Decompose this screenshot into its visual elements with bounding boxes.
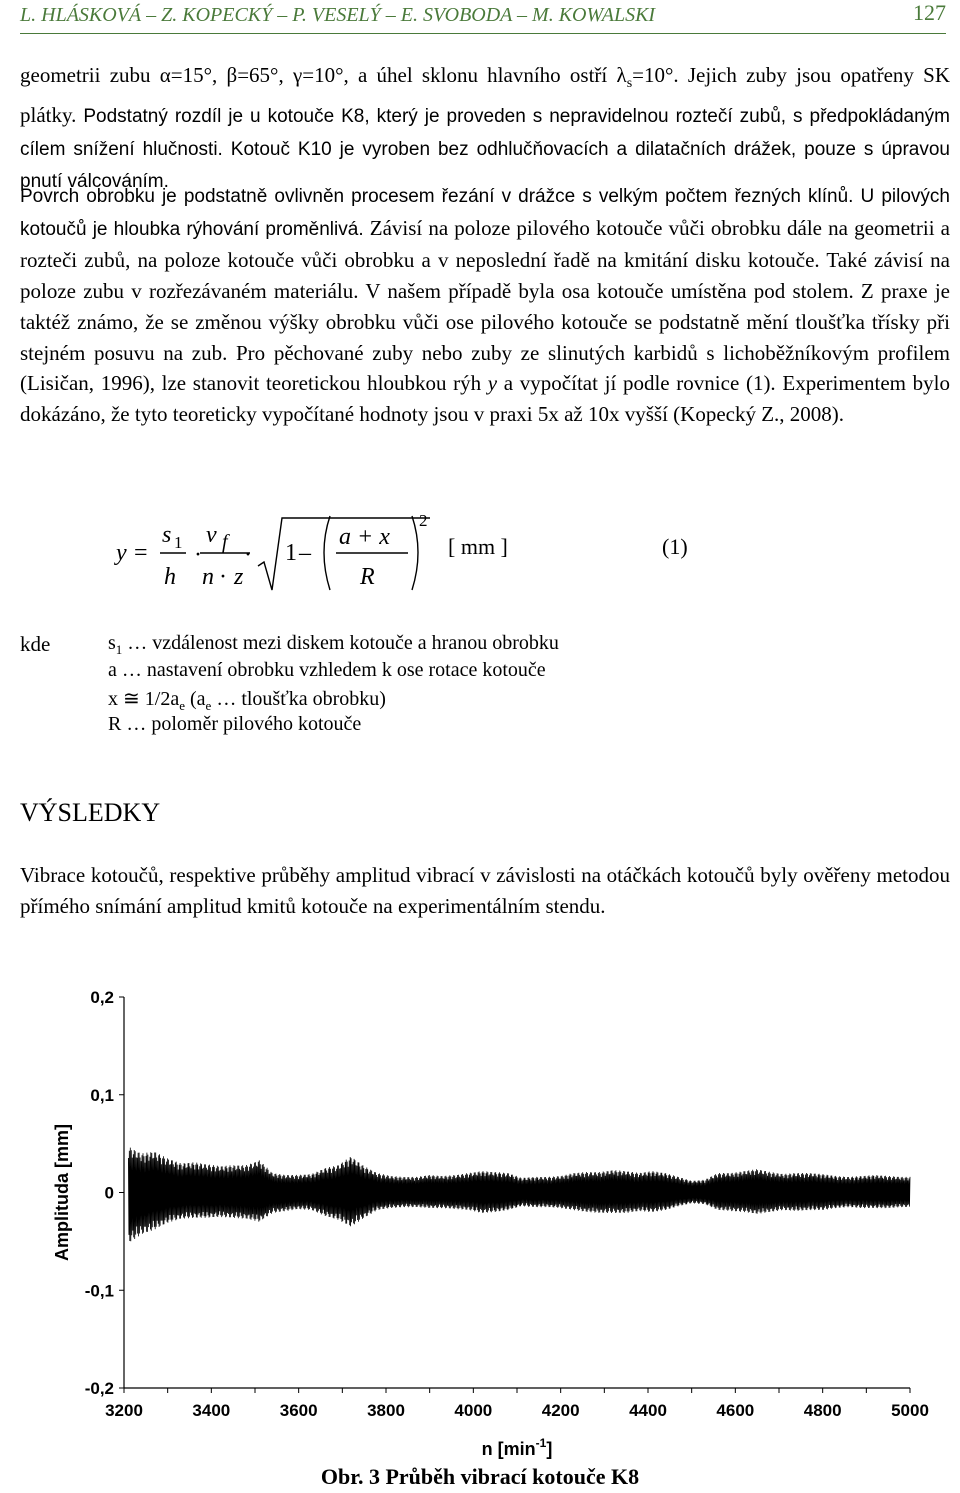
y-tick-label: 0 xyxy=(104,1183,114,1203)
paragraph-text: Povrch obrobku je podstatně ovlivněn procesem řezání v drážce s velkým počtem řezných klínů. U pilových kotoučů je hloubka rýhování proměnlivá. xyxy=(20,186,950,240)
def-text: … vzdálenost mezi diskem kotouče a hranou obrobku xyxy=(122,632,559,654)
eq-unit: [ mm ] xyxy=(448,534,508,559)
definition-item xyxy=(108,632,559,658)
variable-y: y xyxy=(487,371,498,396)
y-axis-label: Amplituda [mm] xyxy=(52,1124,72,1261)
def-symbol: a xyxy=(108,659,117,681)
def-subscript: e xyxy=(179,698,185,713)
eq-h: h xyxy=(164,564,176,590)
paragraph-text: a vypočítat jí podle rovnice (1). Experimentem bylo dokázáno, že tyto teoreticky vypočítané hodnoty jsou v praxi 5x až 10x vyšší (Kopecký Z., 2008). xyxy=(20,371,950,426)
y-tick-label: 0,2 xyxy=(90,988,114,1007)
eq-lhs: y xyxy=(116,540,127,566)
paragraph-results: Vibrace kotoučů, respektive průběhy amplitud vibrací v závislosti na otáčkách kotoučů byly ověřeny metodou přímého snímání amplitud kmitů kotouče na experimentálním stendu. xyxy=(20,863,950,918)
x-tick-label: 4000 xyxy=(454,1401,493,1420)
definitions-label: kde xyxy=(20,632,51,656)
x-tick-label: 3600 xyxy=(279,1401,318,1420)
definition-item xyxy=(108,686,386,714)
eq-paren-right xyxy=(412,516,418,590)
eq-number: (1) xyxy=(662,534,688,559)
lambda-subscript: s xyxy=(626,76,633,92)
x-tick-label: 3400 xyxy=(192,1401,231,1420)
x-tick-label: 5000 xyxy=(891,1401,929,1420)
eq-n: n xyxy=(202,564,214,590)
def-subscript: 1 xyxy=(115,642,123,657)
paragraph-geometry xyxy=(20,60,950,198)
eq-dot: · xyxy=(219,564,227,590)
eq-s: s xyxy=(162,522,172,548)
def-text: … poloměr pilového kotouče xyxy=(121,713,362,735)
eq-R: R xyxy=(360,564,375,590)
x-axis-label: n $[\min^{-1}]$ xyxy=(481,1436,553,1459)
figure-caption: Obr. 3 Průběh vibrací kotouče K8 xyxy=(320,1464,640,1489)
definition-item xyxy=(108,659,546,682)
eq-a-plus-x: a + x xyxy=(339,524,390,550)
series-line-amplitude xyxy=(128,1148,910,1242)
eq-dot: · xyxy=(244,542,252,568)
chart-svg xyxy=(0,978,960,1462)
paragraph-text: =10°. Jejich zuby jsou opatřeny SK plátky. xyxy=(20,63,950,127)
equation-1 xyxy=(0,498,960,598)
eq-dot: · xyxy=(194,542,202,568)
def-text: (a xyxy=(184,688,206,710)
x-tick-label: 4600 xyxy=(716,1401,755,1420)
paragraph-text: geometrii zubu α=15°, β=65°, γ=10°, a úhel sklonu hlavního ostří λ xyxy=(20,63,627,87)
x-tick-label: 4400 xyxy=(629,1401,667,1420)
paragraph-text: Závisí na poloze pilového kotouče vůči obrobku dále na geometrii a rozteči zubů, na poloze kotouče vůči obrobku a v neposlední řadě na kmitání disku kotouče. Také závisí na poloze zubu v rozřezávaném materiálu. V našem případě byla osa kotouče umístěna pod stolem. Z praxe je taktéž známo, že se změnou výšky obrobku vůči ose pilového kotouče se podstatně mění tloušťka třísky při stejném posuvu na zub. Pro pěchované zuby nebo zuby ze slinutých karbidů s lichoběžníkovým profilem (Lisičan, 1996), lze stanovit teoretickou hloubkou rýh xyxy=(20,215,950,396)
def-symbol: R xyxy=(108,713,122,735)
eq-exponent: 2 xyxy=(419,511,428,530)
running-header xyxy=(0,0,960,36)
y-tick-label: -0,2 xyxy=(84,1379,114,1398)
eq-equals: = xyxy=(134,540,148,566)
def-symbol: x ≅ 1/2a xyxy=(108,688,180,710)
eq-z: z xyxy=(234,564,244,590)
x-axis-label-exponent: -1 xyxy=(535,1436,547,1450)
x-tick-label: 3800 xyxy=(367,1401,405,1420)
y-tick-label: -0,1 xyxy=(84,1281,114,1301)
x-tick-label: 4800 xyxy=(803,1401,842,1420)
eq-s-sub: 1 xyxy=(174,533,183,552)
header-authors: L. HLÁSKOVÁ – Z. KOPECKÝ – P. VESELÝ – E. SVOBODA – M. KOWALSKI xyxy=(20,4,656,26)
paragraph-text: Podstatný rozdíl je u kotouče K8, který je proveden s nepravidelnou roztečí zubů, s předpokládaným cílem snížení hlučnosti. Kotouč K10 je vyroben bez odhlučňovacích a dilatačních drážek, pouze s úpravou pnutí válcováním. xyxy=(20,105,950,193)
page-number: 127 xyxy=(913,0,946,25)
x-tick-label: 4200 xyxy=(541,1401,580,1420)
eq-paren-left xyxy=(324,516,330,590)
paragraph-surface xyxy=(20,180,950,430)
definition-item xyxy=(108,713,361,736)
eq-f: f xyxy=(222,531,228,553)
x-tick-label: 3200 xyxy=(105,1401,143,1420)
def-symbol: s xyxy=(108,632,116,654)
eq-minus: – xyxy=(299,540,311,566)
eq-v: v xyxy=(206,522,217,548)
def-text: … nastavení obrobku vzhledem k ose rotace kotouče xyxy=(116,659,546,681)
def-text: … tloušťka obrobku) xyxy=(211,688,386,710)
x-axis-label-close: ] xyxy=(546,1439,553,1459)
y-tick-label: 0,1 xyxy=(90,1085,114,1105)
section-heading: VÝSLEDKY xyxy=(20,798,161,827)
def-subscript: e xyxy=(205,698,212,713)
header-rule xyxy=(20,33,946,34)
eq-one: 1 xyxy=(285,540,297,566)
vibration-chart xyxy=(0,978,960,1467)
